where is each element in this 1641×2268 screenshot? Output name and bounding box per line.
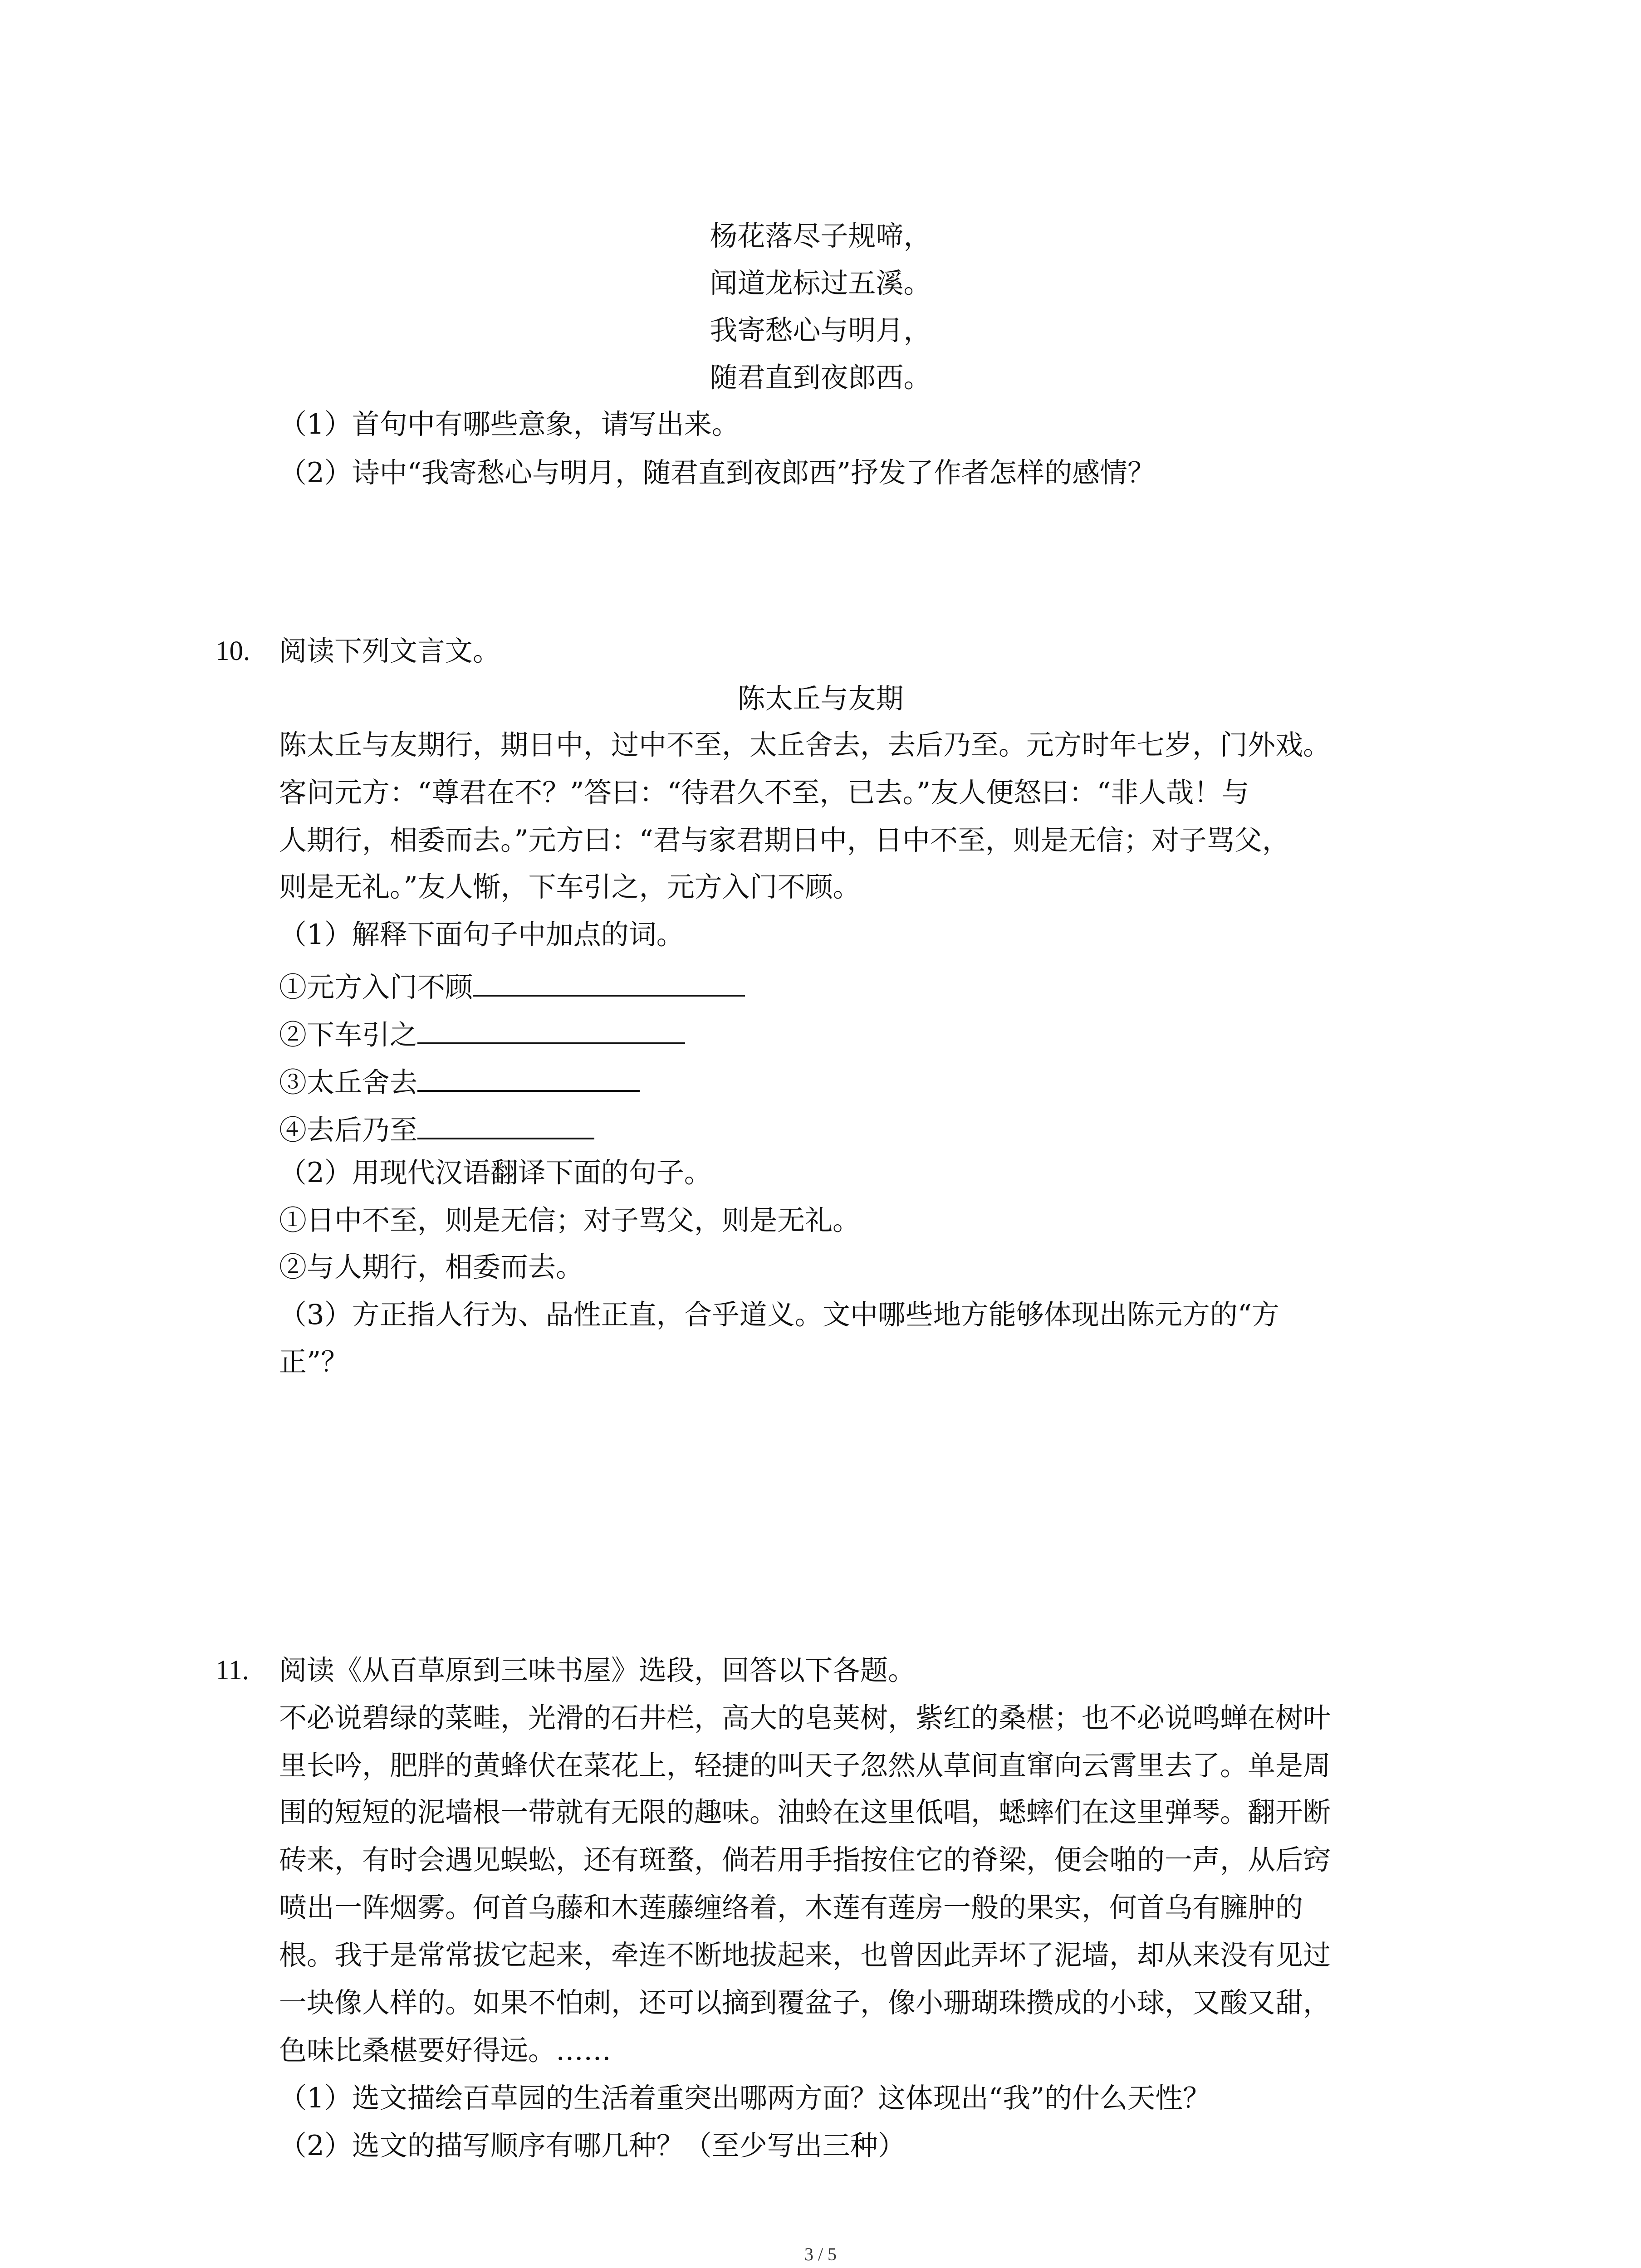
answer-blank[interactable] xyxy=(473,968,745,997)
poem-question-1: （1）首句中有哪些意象，请写出来。 xyxy=(279,408,740,440)
sub-question-3-line-1: （3）方正指人行为、品性正直，合乎道义。文中哪些地方能够体现出陈元方的“方 xyxy=(279,1299,1279,1331)
passage-line-3: 人期行，相委而去。”元方曰：“君与家君期日中，日中不至，则是无信；对子骂父， xyxy=(279,824,1290,856)
blank-item-label: ②下车引之 xyxy=(279,1019,418,1051)
sub-question-1: （1）解释下面句子中加点的词。 xyxy=(279,919,684,951)
poem-line-3: 我寄愁心与明月， xyxy=(710,314,931,347)
question-10-number: 10. xyxy=(216,636,250,666)
answer-blank[interactable] xyxy=(417,1016,685,1044)
excerpt-line-4: 砖来，有时会遇见蜈蚣，还有斑蝥，倘若用手指按住它的脊梁，便会啪的一声，从后窍 xyxy=(279,1844,1331,1876)
blank-item-3 xyxy=(279,1064,640,1099)
blank-item-label: ④去后乃至 xyxy=(279,1114,418,1146)
sub-question-2: （2）用现代汉语翻译下面的句子。 xyxy=(279,1157,712,1189)
translate-item-1: ①日中不至，则是无信；对子骂父，则是无礼。 xyxy=(279,1204,861,1237)
page-number: 3 / 5 xyxy=(804,2244,837,2264)
blank-item-label: ①元方入门不顾 xyxy=(279,971,473,1003)
question-11-instruction: 阅读《从百草原到三味书屋》选段，回答以下各题。 xyxy=(279,1654,916,1686)
blank-item-1 xyxy=(279,968,745,1001)
answer-blank[interactable] xyxy=(417,1064,640,1092)
poem-line-1: 杨花落尽子规啼， xyxy=(710,220,931,252)
translate-item-2: ②与人期行，相委而去。 xyxy=(279,1251,584,1283)
poem-line-4: 随君直到夜郎西。 xyxy=(710,362,931,394)
question-11-sub-2: （2）选文的描写顺序有哪几种？（至少写出三种） xyxy=(279,2130,906,2162)
excerpt-line-3: 围的短短的泥墙根一带就有无限的趣味。油蛉在这里低唱，蟋蟀们在这里弹琴。翻开断 xyxy=(279,1796,1331,1828)
sub-question-3-line-2: 正”？ xyxy=(279,1346,349,1378)
excerpt-line-1: 不必说碧绿的菜畦，光滑的石井栏，高大的皂荚树，紫红的桑椹；也不必说鸣蝉在树叶 xyxy=(279,1702,1331,1734)
excerpt-line-2: 里长吟，肥胖的黄蜂伏在菜花上，轻捷的叫天子忽然从草间直窜向云霄里去了。单是周 xyxy=(279,1750,1331,1782)
excerpt-line-8: 色味比桑椹要好得远。…… xyxy=(279,2034,612,2067)
question-11-sub-1: （1）选文描绘百草园的生活着重突出哪两方面？这体现出“我”的什么天性？ xyxy=(279,2082,1211,2114)
excerpt-line-5: 喷出一阵烟雾。何首乌藤和木莲藤缠络着，木莲有莲房一般的果实，何首乌有臃肿的 xyxy=(279,1892,1303,1924)
passage-line-1: 陈太丘与友期行，期日中，过中不至，太丘舍去，去后乃至。元方时年七岁，门外戏。 xyxy=(279,729,1331,761)
blank-item-4 xyxy=(279,1111,594,1144)
blank-item-label: ③太丘舍去 xyxy=(279,1066,418,1099)
excerpt-line-6: 根。我于是常常拔它起来，牵连不断地拔起来，也曾因此弄坏了泥墙，却从来没有见过 xyxy=(279,1939,1331,1971)
passage-line-2: 客问元方：“尊君在不？”答曰：“待君久不至，已去。”友人便怒曰：“非人哉！与 xyxy=(279,777,1249,809)
question-10-instruction: 阅读下列文言文。 xyxy=(279,635,501,667)
passage-line-4: 则是无礼。”友人惭，下车引之，元方入门不顾。 xyxy=(279,871,861,903)
answer-blank[interactable] xyxy=(417,1111,594,1139)
passage-title: 陈太丘与友期 xyxy=(737,683,904,715)
poem-line-2: 闻道龙标过五溪。 xyxy=(710,267,931,299)
blank-item-2 xyxy=(279,1016,685,1049)
poem-question-2: （2）诗中“我寄愁心与明月，随君直到夜郎西”抒发了作者怎样的感情？ xyxy=(279,457,1156,489)
question-11-number: 11. xyxy=(216,1655,249,1686)
excerpt-line-7: 一块像人样的。如果不怕刺，还可以摘到覆盆子，像小珊瑚珠攒成的小球，又酸又甜， xyxy=(279,1987,1331,2019)
